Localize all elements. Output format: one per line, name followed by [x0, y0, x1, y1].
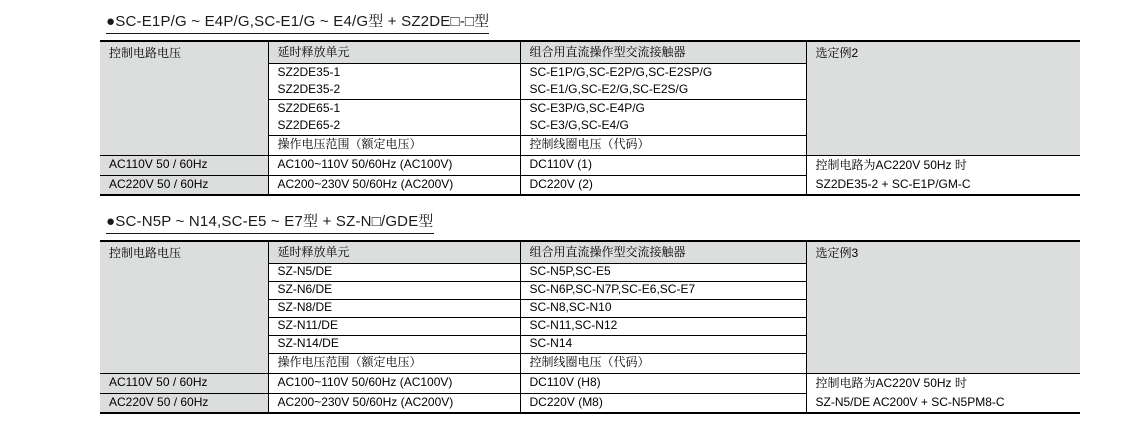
delay-unit-cell: SZ-N8/DE	[268, 299, 520, 317]
section2-heading-text: ●SC-N5P ~ N14,SC-E5 ~ E7型 + SZ-N□/GDE型	[106, 213, 434, 234]
delay-unit-cell: SZ2DE35-1	[268, 63, 520, 81]
delay-unit-cell: SZ-N6/DE	[268, 281, 520, 299]
delay-unit-cell: SZ-N11/DE	[268, 317, 520, 335]
contactor-cell: SC-E1/G,SC-E2/G,SC-E2S/G	[520, 81, 806, 99]
selection-table-2	[100, 240, 1080, 414]
voltage-cell: AC110V 50 / 60Hz	[100, 155, 268, 175]
example-cell: 控制电路为AC220V 50Hz 时	[815, 375, 967, 390]
coil-cell: DC220V (2)	[520, 175, 806, 195]
contactor-cell: SC-N5P,SC-E5	[520, 263, 806, 281]
section2-heading	[106, 210, 434, 231]
delay-unit-cell: SZ-N14/DE	[268, 335, 520, 353]
contactor-cell: SC-E1P/G,SC-E2P/G,SC-E2SP/G	[520, 63, 806, 81]
table-row	[100, 175, 1080, 195]
contactor-cell: SC-E3P/G,SC-E4P/G	[520, 99, 806, 117]
voltage-cell: AC220V 50 / 60Hz	[100, 175, 268, 195]
voltage-cell: AC220V 50 / 60Hz	[100, 393, 268, 413]
delay-unit-cell: SZ2DE65-2	[268, 117, 520, 135]
coil-cell: DC220V (M8)	[520, 393, 806, 413]
contactor-cell: SC-N11,SC-N12	[520, 317, 806, 335]
coil-voltage-code-label: 控制线圈电压（代码）	[520, 353, 806, 373]
range-cell: AC100~110V 50/60Hz (AC100V)	[268, 373, 520, 393]
contactor-cell: SC-E3/G,SC-E4/G	[520, 117, 806, 135]
delay-release-unit-header: 延时释放单元	[268, 241, 520, 263]
table-row	[100, 241, 1080, 263]
range-cell: AC100~110V 50/60Hz (AC100V)	[268, 155, 520, 175]
delay-unit-cell: SZ2DE35-2	[268, 81, 520, 99]
example-cell: SZ2DE35-2 + SC-E1P/GM-C	[815, 176, 971, 191]
coil-cell: DC110V (H8)	[520, 373, 806, 393]
contactor-cell: SC-N6P,SC-N7P,SC-E6,SC-E7	[520, 281, 806, 299]
selection-example-header: 选定例2	[806, 41, 1080, 155]
example-cell: 控制电路为AC220V 50Hz 时	[815, 157, 967, 172]
table-row	[100, 393, 1080, 413]
delay-unit-cell: SZ2DE65-1	[268, 99, 520, 117]
coil-voltage-code-label: 控制线圈电压（代码）	[520, 135, 806, 155]
control-circuit-voltage-header: 控制电路电压	[100, 41, 268, 155]
contactor-cell: SC-N14	[520, 335, 806, 353]
delay-unit-cell: SZ-N5/DE	[268, 263, 520, 281]
example-cell: SZ-N5/DE AC200V + SC-N5PM8-C	[815, 394, 1005, 409]
table-row	[100, 373, 1080, 393]
contactor-cell: SC-N8,SC-N10	[520, 299, 806, 317]
table-row	[100, 41, 1080, 63]
control-circuit-voltage-header: 控制电路电压	[100, 241, 268, 373]
selection-table-1	[100, 40, 1080, 196]
dc-operated-contactor-header: 组合用直流操作型交流接触器	[520, 41, 806, 63]
dc-operated-contactor-header: 组合用直流操作型交流接触器	[520, 241, 806, 263]
delay-release-unit-header: 延时释放单元	[268, 41, 520, 63]
operating-voltage-range-label: 操作电压范围（额定电压）	[268, 135, 520, 155]
section1-heading-text: ●SC-E1P/G ~ E4P/G,SC-E1/G ~ E4/G型 + SZ2DE□-□型	[106, 13, 489, 34]
coil-cell: DC110V (1)	[520, 155, 806, 175]
voltage-cell: AC110V 50 / 60Hz	[100, 373, 268, 393]
selection-example-header: 选定例3	[806, 241, 1080, 373]
table-row	[100, 155, 1080, 175]
operating-voltage-range-label: 操作电压范围（额定电压）	[268, 353, 520, 373]
range-cell: AC200~230V 50/60Hz (AC200V)	[268, 175, 520, 195]
range-cell: AC200~230V 50/60Hz (AC200V)	[268, 393, 520, 413]
section1-heading	[106, 10, 489, 31]
